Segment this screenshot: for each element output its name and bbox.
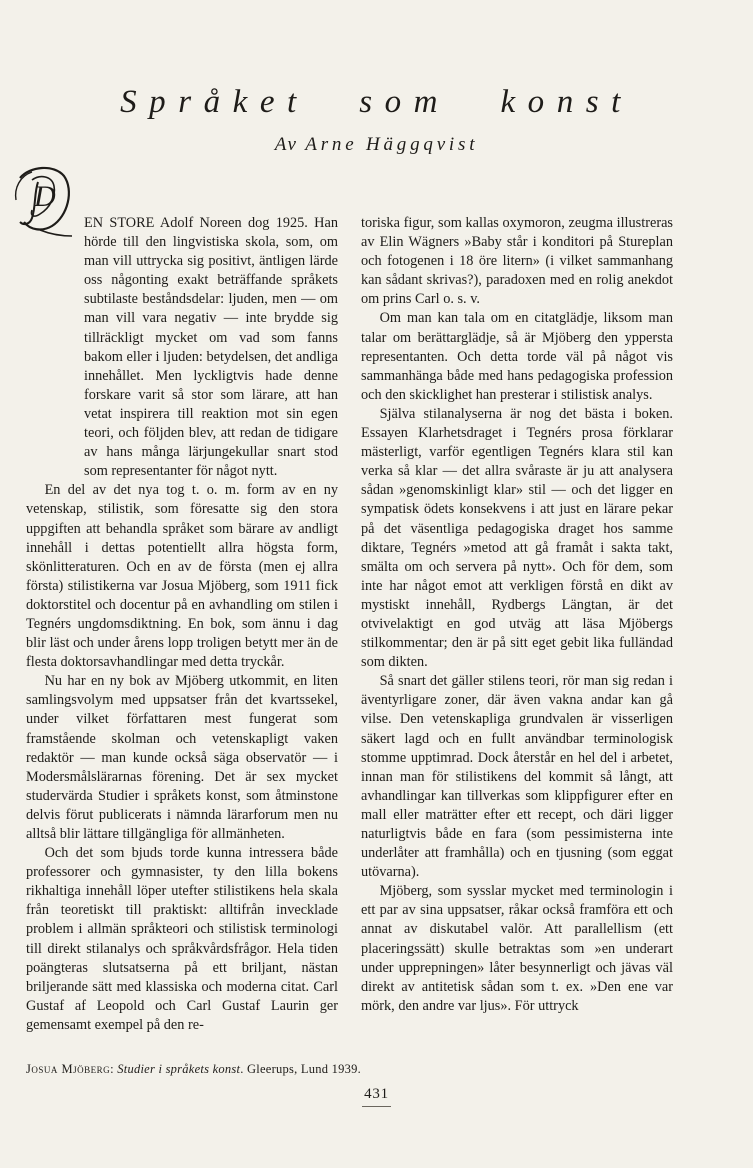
bibliographic-footnote: Josua Mjöberg: Studier i språkets konst. Gleerups, Lund 1939.	[26, 1062, 362, 1076]
paragraph-9: Mjöberg, som sysslar mycket med terminologin i ett par av sina uppsatser, råkar också framföra ett och annat av diskutabel valör. Att parallellism (ett placeringssätt) skulle betraktas som »en underart under upprepningen» låter besynnerligt och jävas väl direkt av antitetisk sådan som t. ex. »Den ene var mörk, den andre var ljus». För uttryck	[361, 883, 673, 1014]
paragraph-2: En del av det nya tog t. o. m. form av en ny vetenskap, stilistik, som föresatte sig den stora uppgiften att behandla språket som bärare av andligt innehåll i dettas potentiellt allra högsta form, skönlitteraturen. Och en av de första (men ej allra första) stilistikerna var Josua Mjöberg, som 1911 fick doktorstitel och docentur på en avhandling om stilen i Tegnérs ungdomsdiktning. En bok, som ännu i dag blir läst och under årens lopp troligen betytt mer än de flesta doktorsavhandlingar med detta tryckår.	[26, 482, 338, 671]
byline-prefix: Av	[274, 134, 299, 155]
paragraph-3: Nu har en ny bok av Mjöberg utkommit, en liten samlingsvolym med uppsatser från det kvartssekel, under vilket författaren mest fungerat som framstående skolman och vetenskapligt vaken redaktör — man kunde också säga observatör — i Modersmålslärarnas förening. Det är sex mycket studervärda Studier i språkets konst, som åtminstone delvis förut publicerats i nämnda lärarforum men nu alltså blir lättare tillgängliga för allmänheten.	[26, 673, 338, 842]
paragraph-5: toriska figur, som kallas oxymoron, zeugma illustreras av Elin Wägners »Baby står i konditori på Stureplan och fotogenen i 18 öre litern» (i vilket sammanhang kan sådant skrivas?), paradoxen med en rolig anekdot om prins Carl o. s. v.	[361, 215, 673, 308]
paragraph-7: Själva stilanalyserna är nog det bästa i boken. Essayen Klarhetsdraget i Tegnérs prosa förklarar mästerligt, varför egentligen Tegnérs klara stil kan verka så klar — det allra svåraste är ju att analysera sådan »genomskinligt klar» stil — och det ligger en sympatisk ödets konsekvens i att just en lärare pekar på det väsentliga pedagogiska draget hos samme diktare, Tegnérs »metod att gå framåt i sakta takt, smälta om och servera på nytt». Och för dem, som inte har något emot att verkligen förstå en dikt av mystiskt innehåll, Rydbergs Längtan, är det otvivelaktigt en god utväg att läsa Mjöbergs stilkommentar; den är på sitt eget gebit lika fulländad som dikten.	[361, 405, 673, 671]
footnote-publisher: Gleerups, Lund 1939.	[247, 1062, 362, 1076]
byline	[0, 134, 753, 156]
left-column	[26, 214, 338, 1035]
page-number: 431	[364, 1086, 389, 1102]
author-name: Arne Häggqvist	[305, 134, 479, 155]
paragraph-4: Och det som bjuds torde kunna intressera både professorer och gymnasister, ty den lilla bokens rikhaltiga innehåll löper utefter stilistikens hela skala från teoretiskt till praktiskt: alltifrån invecklade problem i allmän språkteori och stilistisk terminologi till direkt stilanalys och språkvårdsfrågor. Hela tiden poängteras slutsatserna på ett briljant, nästan briljerande sätt med klassiska och moderna citat. Carl Gustaf af Leopold och Carl Gustaf Laurin ger gemensamt exempel på den re-	[26, 845, 338, 1033]
drop-cap-letter: D	[34, 180, 56, 213]
footnote-author: Josua Mjöberg	[26, 1062, 111, 1076]
paragraph-6: Om man kan tala om en citatglädje, liksom man talar om berättarglädje, så är Mjöberg den yppersta representanten. Och detta torde väl på något vis sammanhänga både med hans pedagogiska profession och den skicklighet han presterar i stilistisk analys.	[361, 310, 673, 403]
page-number-rule	[362, 1106, 391, 1107]
footnote-title: Studier i språkets konst	[117, 1062, 241, 1076]
article-title: Språket som konst	[120, 84, 633, 120]
paragraph-1: EN STORE Adolf Noreen dog 1925. Han hörde till den lingvistiska skola, som, om man vill uttrycka sig positivt, äntligen lärde oss någonting exakt beträffande språkets subtilaste beståndsdelar: ljuden, men — om man vill vara negativ — inte brydde sig tillräckligt mycket om vad som fanns bakom eller i ljuden: betydelsen, det andliga innehållet. Men lyckligtvis hade denne forskare varit så stor som lärare, att han vetat inspirera till reaktion mot sin egen teori, och följden blev, att redan de tidigare av hans många lärjungekullar snart stod som representanter för något nytt.	[84, 215, 338, 480]
paragraph-8: Så snart det gäller stilens teori, rör man sig redan i äventyrligare zoner, där även vakna andar kan gå vilse. Den vetenskapliga grundvalen är visserligen säkert lagd och en fullt användbar terminologisk stomme upptimrad. Dock återstår en hel del i arbetet, innan man för stilistikens del kommit så långt, att avhandlingar kan tillverkas som klippfigurer efter en mall eller maträtter efter ett recept, och däri ligger naturligtvis både en fara (som pessimisterna inte underlåter att framhålla) och en tjusning (som eggat utövarna).	[361, 673, 673, 881]
right-column	[361, 214, 673, 1016]
